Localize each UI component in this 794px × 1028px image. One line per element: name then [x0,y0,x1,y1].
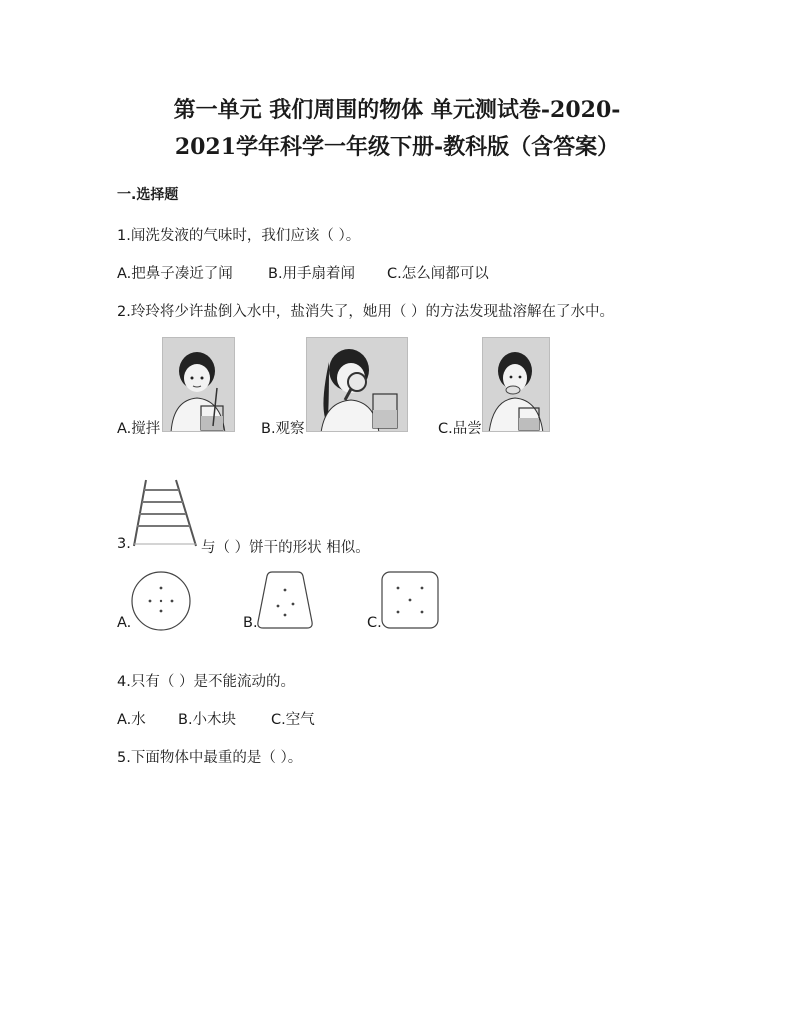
question-2-option-b[interactable]: B.观察 [261,421,305,437]
question-4-stem: 4.只有（ ）是不能流动的。 [117,674,295,690]
question-1-stem: 1.闻洗发液的气味时，我们应该（ ）。 [117,228,361,244]
question-3-option-a[interactable]: A. [117,615,132,631]
document-title-line-1: 第一单元 我们周围的物体 单元测试卷-2020- [173,97,621,123]
question-4-option-a[interactable]: A.水 [117,712,146,728]
question-3-option-c[interactable]: C. [367,615,382,631]
document-title-line-2: 2021学年科学一年级下册-教科版（含答案） [174,134,620,160]
question-1-option-c[interactable]: C.怎么闻都可以 [387,266,489,282]
girl-magnifier-picture [306,337,408,432]
question-5-stem: 5.下面物体中最重的是（ ）。 [117,750,303,766]
trapezoid-biscuit-picture [256,568,314,634]
question-4-option-c[interactable]: C.空气 [271,712,315,728]
girl-stirring-picture [162,337,235,432]
round-biscuit-picture [130,570,192,636]
girl-tasting-picture [482,337,550,432]
question-2-option-a[interactable]: A.搅拌 [117,421,161,437]
ladder-picture [132,478,200,554]
question-2-stem: 2.玲玲将少许盐倒入水中，盐消失了，她用（ ）的方法发现盐溶解在了水中。 [117,304,614,320]
question-3-option-b[interactable]: B. [243,615,258,631]
question-4-option-b[interactable]: B.小木块 [178,712,237,728]
square-biscuit-picture [380,570,440,634]
question-3-stem-suffix: 与（ ）饼干的形状 相似。 [201,540,370,556]
question-1-option-a[interactable]: A.把鼻子凑近了闻 [117,266,233,282]
question-3-stem-prefix: 3. [117,536,131,552]
question-1-option-b[interactable]: B.用手扇着闻 [268,266,356,282]
section-heading: 一.选择题 [117,187,179,203]
question-2-option-c[interactable]: C.品尝 [438,421,482,437]
